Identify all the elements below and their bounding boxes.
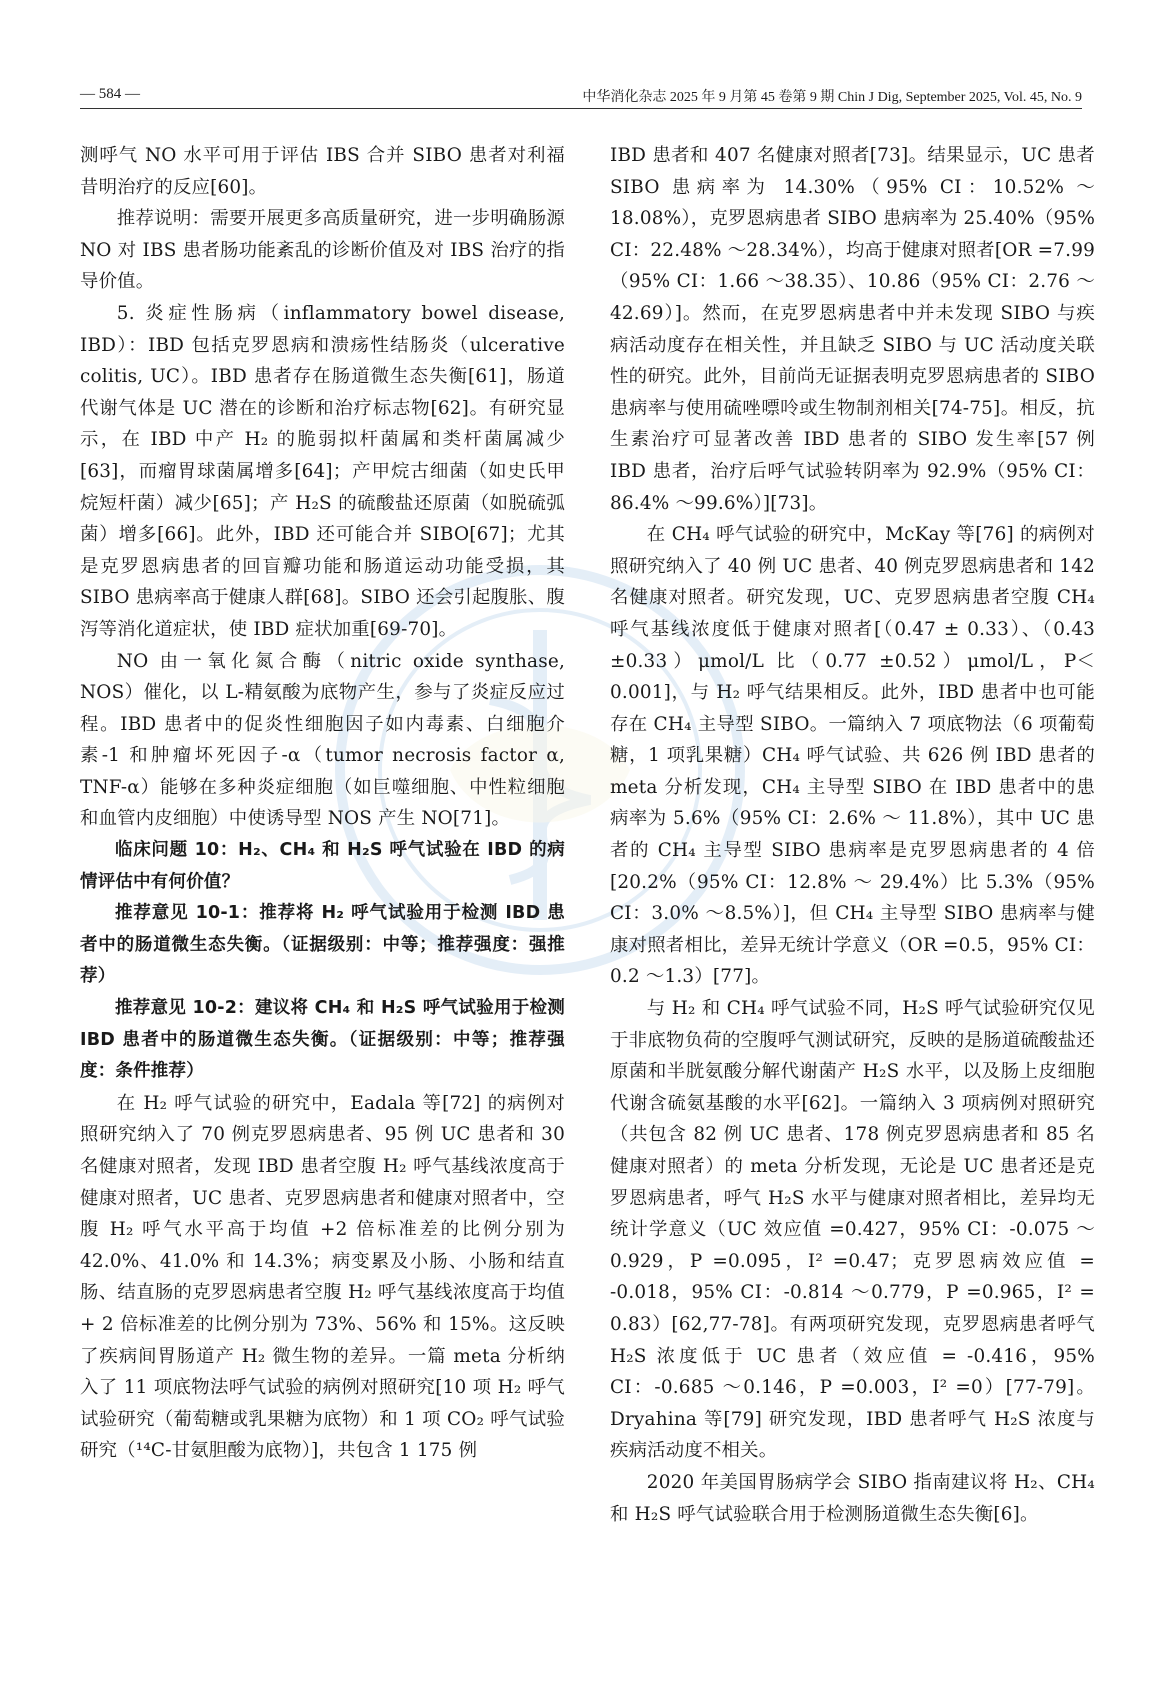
paragraph: 2020 年美国胃肠病学会 SIBO 指南建议将 H₂、CH₄ 和 H₂S 呼气试验联合用于检测肠道微生态失衡[6]。 [610, 1471, 1095, 1525]
paragraph: 测呼气 NO 水平可用于评估 IBS 合并 SIBO 患者对利福昔明治疗的反应[60]。 [80, 145, 565, 198]
paragraph: IBD 患者和 407 名健康对照者[73]。结果显示，UC 患者 SIBO 患病率为 14.30%（95% CI：10.52% ～ 18.08%），克罗恩病患者 SIBO 患病率为 25.40%（95% CI：22.48% ～28.34%），均高于健康对照者[OR =7.99（95% CI：1.66 ～38.35）、10.86（95% CI：2.76 ～42.69）]。然而，在克罗恩病患者中并未发现 SIBO 与疾病活动度存在相关性，并且缺乏 SIBO 与 UC 活动度关联性的研究。此外，目前尚无证据表明克罗恩病患者的 SIBO 患病率与使用硫唑嘌呤或生物制剂相关[74-75]。相反，抗生素治疗可显著改善 IBD 患者的 SIBO 发生率[57 例 IBD 患者，治疗后呼气试验转阴率为 92.9%（95% CI：86.4% ～99.6%）][73]。 [610, 145, 1095, 514]
journal-citation: 中华消化杂志 2025 年 9 月第 45 卷第 9 期 Chin J Dig, September 2025, Vol. 45, No. 9 [582, 90, 1082, 105]
recommendation-10-1: 推荐意见 10-1：推荐将 H₂ 呼气试验用于检测 IBD 患者中的肠道微生态失衡。（证据级别：中等；推荐强度：强推荐） [80, 903, 565, 987]
paragraph: NO 由一氧化氮合酶（nitric oxide synthase, NOS）催化，以 L-精氨酸为底物产生，参与了炎症反应过程。IBD 患者中的促炎性细胞因子如内毒素、白细胞介素-1 和肿瘤坏死因子-α（tumor necrosis factor α, TNF-α）能够在多种炎症细胞（如巨噬细胞、中性粒细胞和血管内皮细胞）中使诱导型 NOS 产生 NO[71]。 [80, 650, 565, 830]
paragraph: 与 H₂ 和 CH₄ 呼气试验不同，H₂S 呼气试验研究仅见于非底物负荷的空腹呼气测试研究，反映的是肠道硫酸盐还原菌和半胱氨酸分解代谢菌产 H₂S 水平，以及肠上皮细胞代谢含硫氨基酸的水平[62]。一篇纳入 3 项病例对照研究（共包含 82 例 UC 患者、178 例克罗恩病患者和 85 名健康对照者）的 meta 分析发现，无论是 UC 患者还是克罗恩病患者，呼气 H₂S 水平与健康对照者相比，差异均无统计学意义（UC 效应值 =0.427，95% CI：-0.075 ～0.929，P =0.095，I² =0.47；克罗恩病效应值 = -0.018，95% CI：-0.814 ～0.779，P =0.965，I² = 0.83）[62,77-78]。有两项研究发现，克罗恩病患者呼气 H₂S 浓度低于 UC 患者（效应值 = -0.416，95% CI：-0.685 ～0.146，P =0.003，I² =0）[77-79]。Dryahina 等[79] 研究发现，IBD 患者呼气 H₂S 浓度与疾病活动度不相关。 [610, 998, 1095, 1462]
paragraph: 推荐说明：需要开展更多高质量研究，进一步明确肠源 NO 对 IBS 患者肠功能紊乱的诊断价值及对 IBS 治疗的指导价值。 [80, 208, 565, 293]
paragraph: 在 H₂ 呼气试验的研究中，Eadala 等[72] 的病例对照研究纳入了 70 例克罗恩病患者、95 例 UC 患者和 30 名健康对照者，发现 IBD 患者空腹 H₂ 呼气基线浓度高于健康对照者，UC 患者、克罗恩病患者和健康对照者中，空腹 H₂ 呼气水平高于均值 +2 倍标准差的比例分别为 42.0%、41.0% 和 14.3%；病变累及小肠、小肠和结直肠、结直肠的克罗恩病患者空腹 H₂ 呼气基线浓度高于均值 + 2 倍标准差的比例分别为 73%、56% 和 15%。这反映了疾病间胃肠道产 H₂ 微生物的差异。一篇 meta 分析纳入了 11 项底物法呼气试验的病例对照研究[10 项 H₂ 呼气试验研究（葡萄糖或乳果糖为底物）和 1 项 CO₂ 呼气试验研究（¹⁴C-甘氨胆酸为底物）]，共包含 1 175 例 [80, 1092, 565, 1462]
left-column [80, 140, 565, 1467]
recommendation-10-2: 推荐意见 10-2：建议将 CH₄ 和 H₂S 呼气试验用于检测 IBD 患者中的肠道微生态失衡。（证据级别：中等；推荐强度：条件推荐） [80, 998, 565, 1082]
paragraph: 5. 炎症性肠病（inflammatory bowel disease, IBD）：IBD 包括克罗恩病和溃疡性结肠炎（ulcerative colitis, UC）。IBD 患者存在肠道微生态失衡[61]，肠道代谢气体是 UC 潜在的诊断和治疗标志物[62]。有研究显示，在 IBD 中产 H₂ 的脆弱拟杆菌属和类杆菌属减少[63]，而瘤胃球菌属增多[64]；产甲烷古细菌（如史氏甲烷短杆菌）减少[65]；产 H₂S 的硫酸盐还原菌（如脱硫弧菌）增多[66]。此外，IBD 还可能合并 SIBO[67]；尤其是克罗恩病患者的回盲瓣功能和肠道运动功能受损，其 SIBO 患病率高于健康人群[68]。SIBO 还会引起腹胀、腹泻等消化道症状，使 IBD 症状加重[69-70]。 [80, 302, 565, 640]
page-number: — 584 — [80, 86, 140, 102]
right-column [610, 140, 1095, 1530]
paragraph: 在 CH₄ 呼气试验的研究中，McKay 等[76] 的病例对照研究纳入了 40 例 UC 患者、40 例克罗恩病患者和 142 名健康对照者。研究发现，UC、克罗恩病患者空腹 CH₄ 呼气基线浓度低于健康对照者[（0.47 ± 0.33）、（0.43 ±0.33）μmol/L 比（0.77 ±0.52）μmol/L，P＜0.001]，与 H₂ 呼气结果相反。此外，IBD 患者中也可能存在 CH₄ 主导型 SIBO。一篇纳入 7 项底物法（6 项葡萄糖，1 项乳果糖）CH₄ 呼气试验、共 626 例 IBD 患者的 meta 分析发现，CH₄ 主导型 SIBO 在 IBD 患者中的患病率为 5.6%（95% CI：2.6% ～ 11.8%），其中 UC 患者的 CH₄ 主导型 SIBO 患病率是克罗恩病患者的 4 倍[20.2%（95% CI：12.8% ～ 29.4%）比 5.3%（95% CI：3.0% ～8.5%）]，但 CH₄ 主导型 SIBO 患病率与健康对照者相比，差异无统计学意义（OR =0.5，95% CI：0.2 ～1.3）[77]。 [610, 524, 1095, 988]
page-header [80, 82, 1082, 109]
clinical-question-heading: 临床问题 10：H₂、CH₄ 和 H₂S 呼气试验在 IBD 的病情评估中有何价值？ [80, 840, 565, 892]
